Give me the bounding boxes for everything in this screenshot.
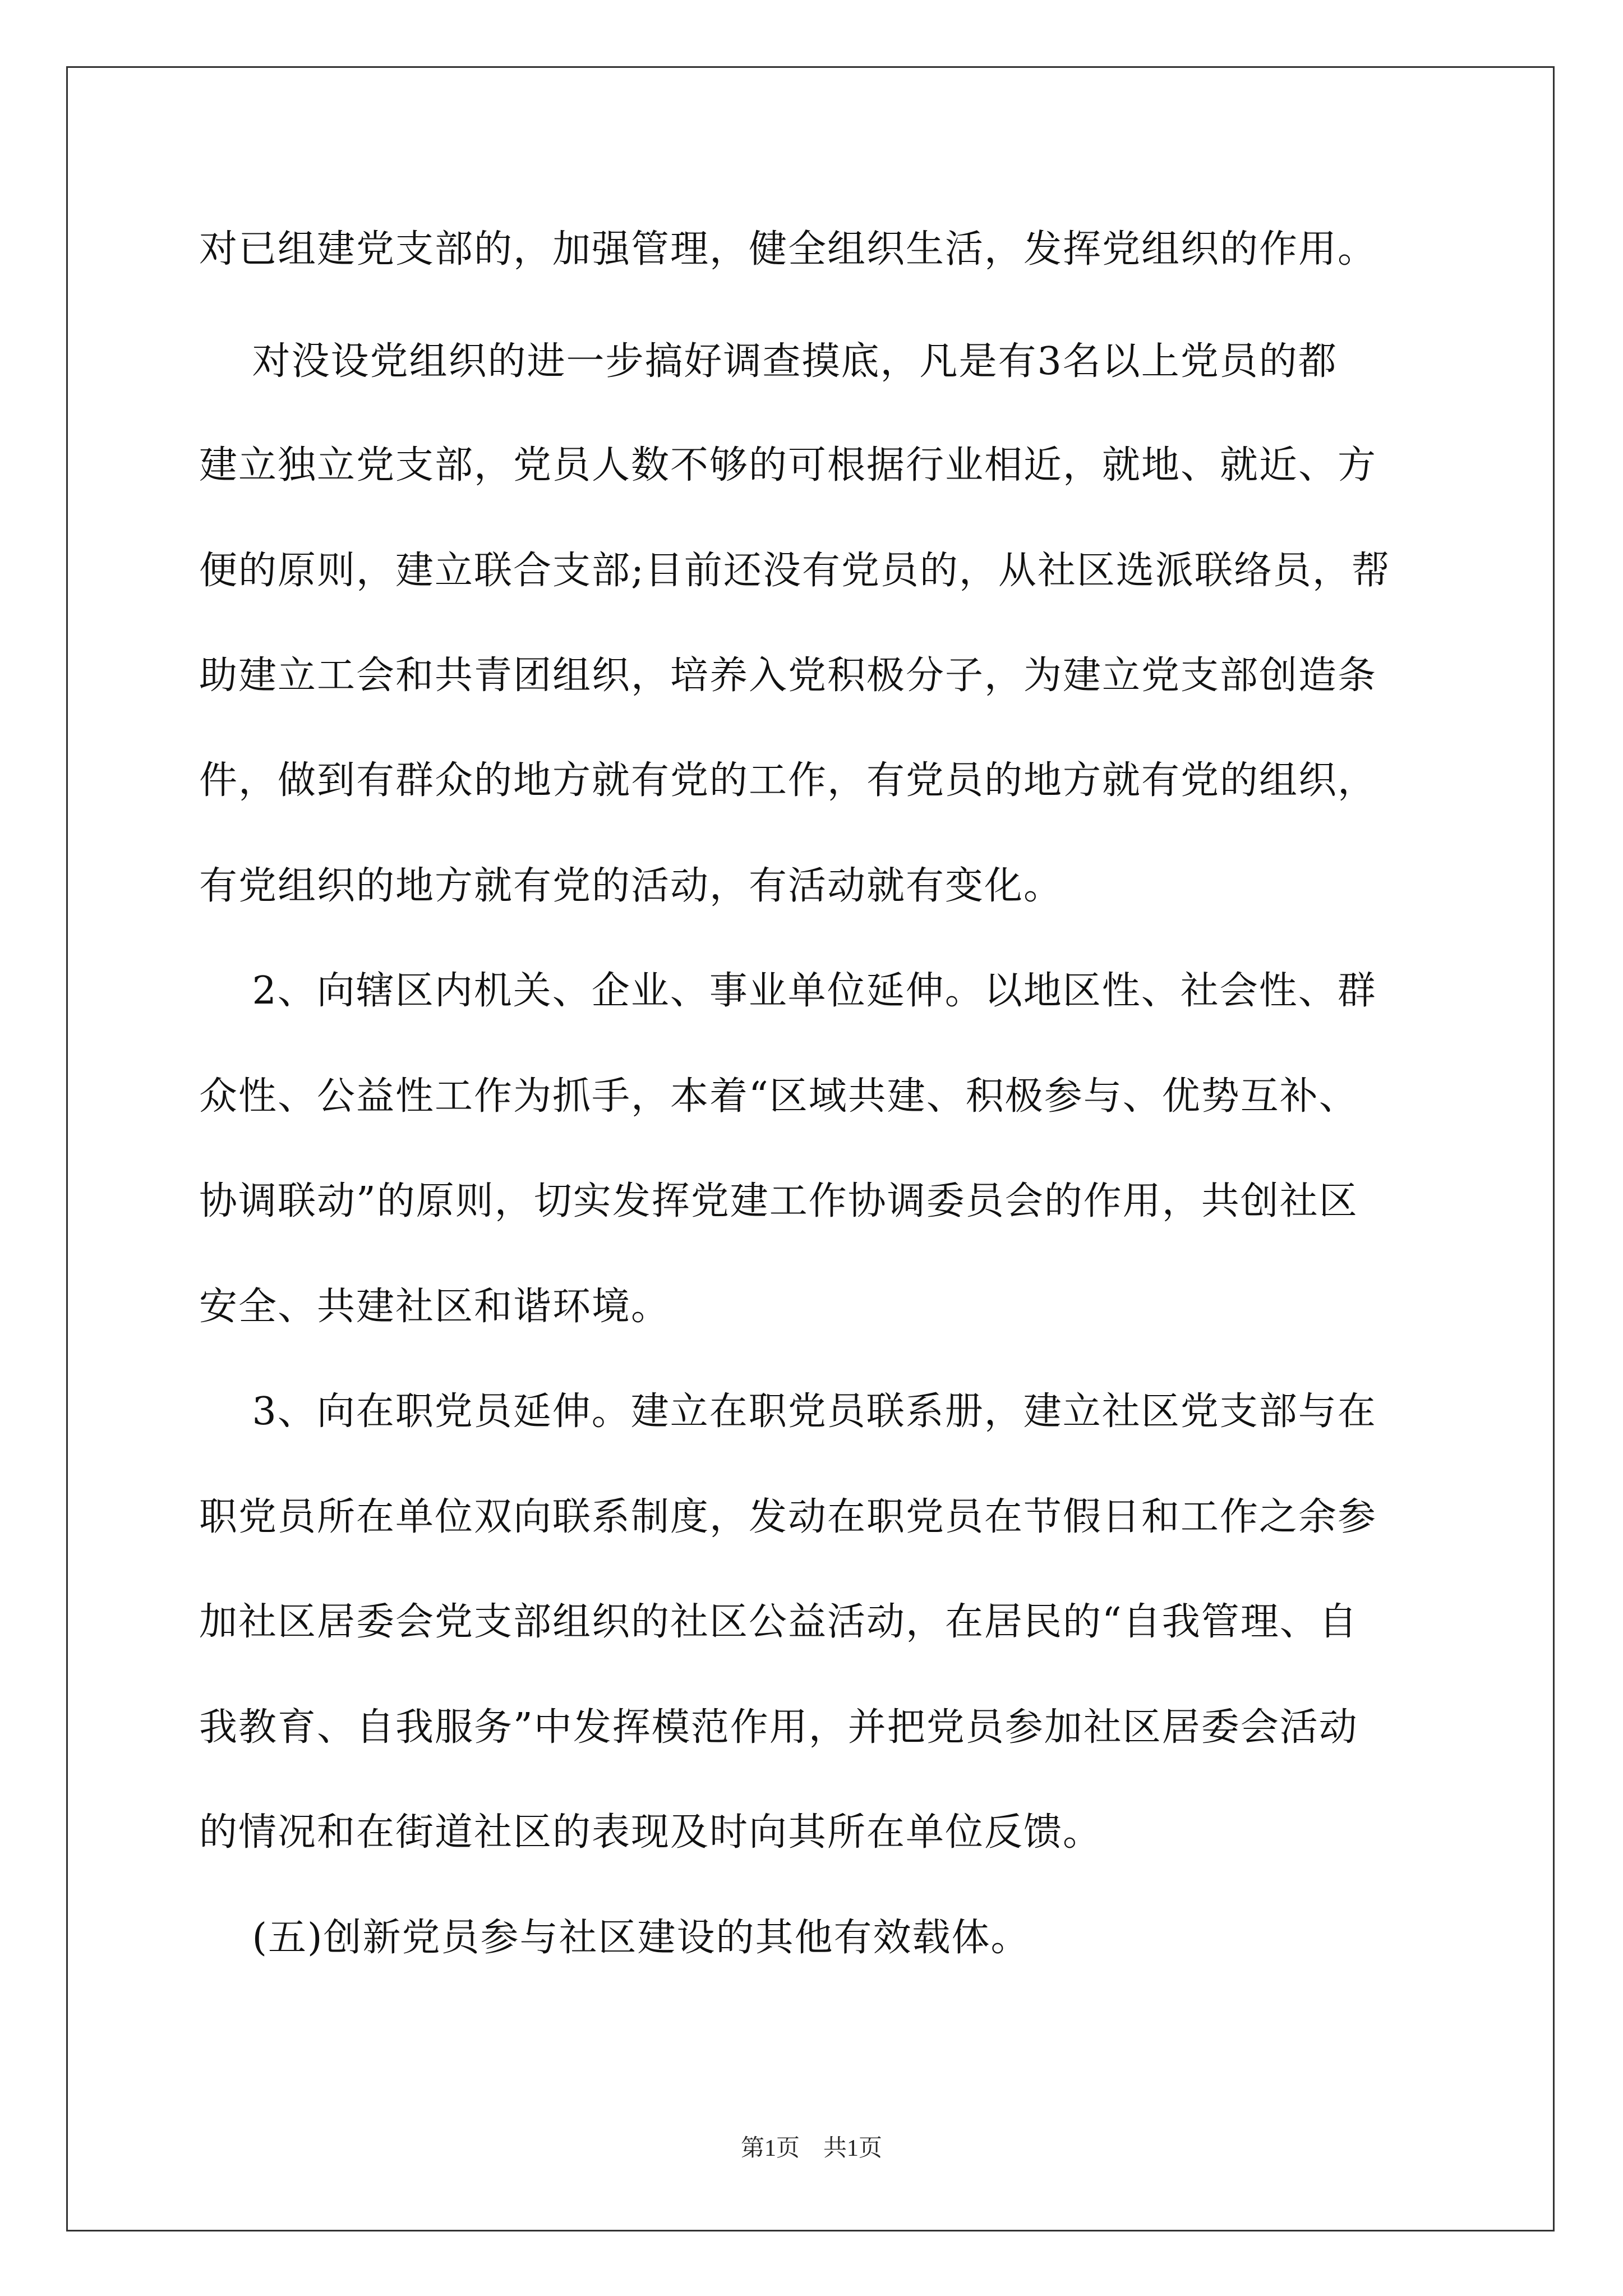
text-line: 的情况和在街道社区的表现及时向其所在单位反馈。	[199, 1810, 1103, 1855]
text-line: 对已组建党支部的，加强管理，健全组织生活，发挥党组织的作用。	[199, 227, 1377, 272]
text-line: 2、向辖区内机关、企业、事业单位延伸。以地区性、社会性、群	[199, 969, 1377, 1013]
text-line: 加社区居委会党支部组织的社区公益活动，在居民的“自我管理、自	[199, 1600, 1358, 1644]
text-line: 职党员所在单位双向联系制度，发动在职党员在节假日和工作之余参	[199, 1495, 1377, 1539]
page-number: 第1页 共1页	[740, 2136, 882, 2161]
text-line: (五)创新党员参与社区建设的其他有效载体。	[199, 1916, 1030, 1960]
text-line: 对没设党组织的进一步搞好调查摸底，凡是有3名以上党员的都	[199, 339, 1338, 384]
text-line: 协调联动”的原则，切实发挥党建工作协调委员会的作用，共创社区	[199, 1179, 1358, 1223]
text-line: 件，做到有群众的地方就有党的工作，有党员的地方就有党的组织，	[199, 758, 1377, 803]
text-line: 便的原则，建立联合支部;目前还没有党员的，从社区选派联络员，帮	[199, 549, 1391, 593]
text-line: 我教育、自我服务”中发挥模范作用，并把党员参加社区居委会活动	[199, 1705, 1358, 1750]
text-line: 助建立工会和共青团组织，培养入党积极分子，为建立党支部创造条	[199, 654, 1377, 698]
text-line: 众性、公益性工作为抓手，本着“区域共建、积极参与、优势互补、	[199, 1074, 1358, 1119]
text-line: 3、向在职党员延伸。建立在职党员联系册，建立社区党支部与在	[199, 1389, 1377, 1434]
text-line: 有党组织的地方就有党的活动，有活动就有变化。	[199, 864, 1063, 908]
text-line: 安全、共建社区和谐环境。	[199, 1285, 671, 1329]
text-line: 建立独立党支部，党员人数不够的可根据行业相近，就地、就近、方	[199, 443, 1377, 487]
page-border	[66, 66, 1555, 2231]
